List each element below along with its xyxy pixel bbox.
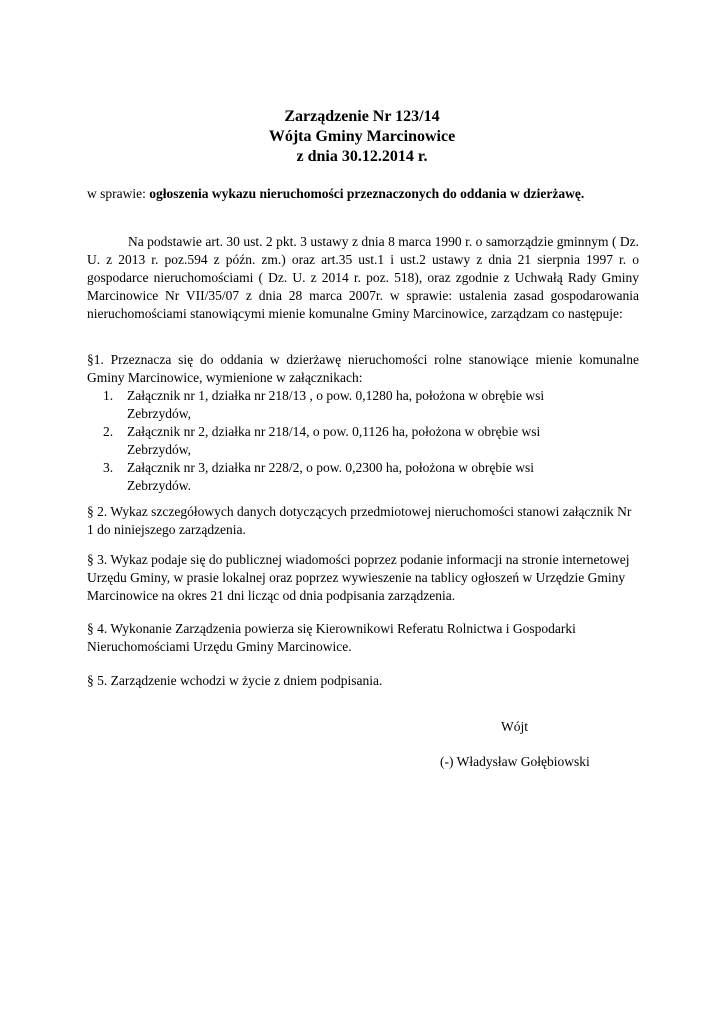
attachment-list: [87, 387, 639, 495]
list-item-text: Załącznik nr 1, działka nr 218/13 , o pow. 0,1280 ha, położona w obrębie wsi Zebrzydów,: [127, 388, 545, 421]
document-date: z dnia 30.12.2014 r.: [296, 148, 428, 165]
list-item: [87, 423, 639, 459]
list-item-number: 1.: [103, 388, 114, 403]
signature-role: Wójt: [501, 719, 528, 734]
list-item: [87, 459, 639, 495]
section-4-paragraph: § 4. Wykonanie Zarządzenia powierza się Kierownikowi Referatu Rolnictwa i Gospodarki Nieruchomościami Urzędu Gminy Marcinowice.: [87, 621, 576, 654]
list-item-text: Załącznik nr 3, działka nr 228/2, o pow. 0,2300 ha, położona w obrębie wsi Zebrzydów.: [127, 460, 535, 493]
subject-prefix: w sprawie:: [87, 186, 150, 201]
subject-line: [87, 185, 584, 203]
legal-basis-paragraph: Na podstawie art. 30 ust. 2 pkt. 3 ustawy z dnia 8 marca 1990 r. o samorządzie gminnym ( Dz. U. z 2013 r. poz.594 z późn. zm.) oraz art.35 ust.1 i ust.2 ustawy z dnia 21 sierpnia 1997 r. o gospodarce nieruchomościami ( Dz. U. z 2014 r. poz. 518), oraz zgodnie z Uchwałą Rady Gminy Marcinowice Nr VII/35/07 z dnia 28 marca 2007r. w sprawie: ustalenia zasad gospodarowania nieruchomościami stanowiącymi mienie komunalne Gminy Marcinowice, zarządzam co następuje:: [87, 234, 639, 321]
list-item-number: 2.: [103, 424, 114, 439]
list-item: [87, 387, 639, 423]
list-item-number: 3.: [103, 460, 114, 475]
section-2-paragraph: § 2. Wykaz szczegółowych danych dotyczących przedmiotowej nieruchomości stanowi załącznik Nr 1 do niniejszego zarządzenia.: [87, 504, 632, 537]
document-title: Zarządzenie Nr 123/14: [284, 108, 440, 125]
list-item-text: Załącznik nr 2, działka nr 218/14, o pow. 0,1126 ha, położona w obrębie wsi Zebrzydów,: [127, 424, 541, 457]
subject-text: ogłoszenia wykazu nieruchomości przeznaczonych do oddania w dzierżawę.: [149, 186, 585, 201]
signature-name: (-) Władysław Gołębiowski: [440, 754, 590, 769]
section-1-paragraph: §1. Przeznacza się do oddania w dzierżawę nieruchomości rolne stanowiące mienie komunalne Gminy Marcinowice, wymienione w załącznikach:: [87, 352, 639, 385]
section-5-paragraph: § 5. Zarządzenie wchodzi w życie z dniem podpisania.: [87, 673, 383, 688]
section-3-paragraph: § 3. Wykaz podaje się do publicznej wiadomości poprzez podanie informacji na stronie internetowej Urzędu Gminy, w prasie lokalnej oraz poprzez wywieszenie na tablicy ogłoszeń w Urzędzie Gminy Marcinowice na okres 21 dni licząc od dnia podpisania zarządzenia.: [87, 552, 630, 603]
document-issuer: Wójta Gminy Marcinowice: [268, 128, 456, 145]
